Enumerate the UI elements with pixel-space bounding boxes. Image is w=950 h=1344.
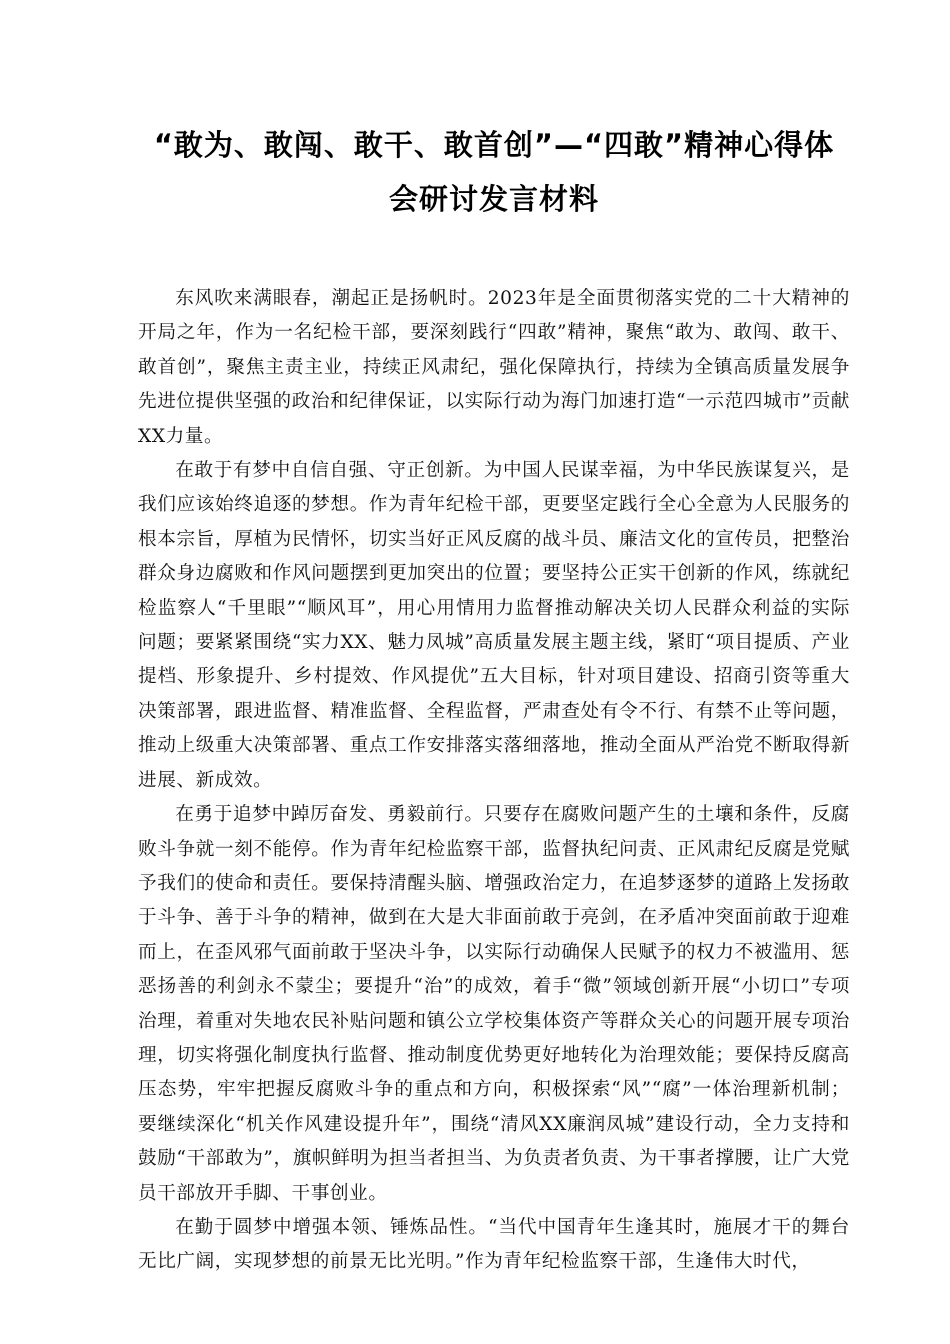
paragraph-pursue-dream: 在勇于追梦中踔厉奋发、勇毅前行。只要存在腐败问题产生的土壤和条件，反腐败斗争就一刻不能停。作为青年纪检监察干部，监督执纪问责、正风肃纪反腐是党赋予我们的使命和责任。要保持清醒头脑、增强政治定力，在追梦逐梦的道路上发扬敢于斗争、善于斗争的精神，做到在大是大非面前敢于亮剑，在矛盾冲突面前敢于迎难而上，在歪风邪气面前敢于坚决斗争，以实际行动确保人民赋予的权力不被滥用、惩恶扬善的利剑永不蒙尘；要提升“治”的成效，着手“微”领域创新开展“小切口”专项治理，着重对失地农民补贴问题和镇公立学校集体资产等群众关心的问题开展专项治理，切实将强化制度执行监督、推动制度优势更好地转化为治理效能；要保持反腐高压态势，牢牢把握反腐败斗争的重点和方向，积极探索“风”“腐”一体治理新机制；要继续深化“机关作风建设提升年”，围绕“清风XX廉润凤城”建设行动，全力支持和鼓励“干部敢为”，旗帜鲜明为担当者担当、为负责者负责、为干事者撑腰，让广大党员干部放开手脚、干事创业。 [138,804,850,1204]
document-title [138,118,850,226]
title-line-2: 会研讨发言材料 [388,182,599,216]
paragraph-fulfill-dream: 在勤于圆梦中增强本领、锤炼品性。“当代中国青年生逢其时，施展才干的舞台无比广阔，实现梦想的前景无比光明。”作为青年纪检监察干部，生逢伟大时代， [138,1216,850,1273]
document-page [138,118,850,1280]
paragraph-intro: 东风吹来满眼春，潮起正是扬帆时。2023年是全面贯彻落实党的二十大精神的开局之年，作为一名纪检干部，要深刻践行“四敢”精神，聚焦“敢为、敢闯、敢干、敢首创”，聚焦主责主业，持续正风肃纪，强化保障执行，持续为全镇高质量发展争先进位提供坚强的政治和纪律保证，以实际行动为海门加速打造“一示范四城市”贡献XX力量。 [138,288,850,447]
title-line-1: “敢为、敢闯、敢干、敢首创”—“四敢”精神心得体 [153,128,835,162]
paragraph-dare-to-dream: 在敢于有梦中自信自强、守正创新。为中国人民谋幸福，为中华民族谋复兴，是我们应该始终追逐的梦想。作为青年纪检干部，更要坚定践行全心全意为人民服务的根本宗旨，厚植为民情怀，切实当好正风反腐的战斗员、廉洁文化的宣传员，把整治群众身边腐败和作风问题摆到更加突出的位置；要坚持公正实干创新的作风，练就纪检监察人“千里眼”“顺风耳”，用心用情用力监督推动解决关切人民群众利益的实际问题；要紧紧围绕“实力XX、魅力凤城”高质量发展主题主线，紧盯“项目提质、产业提档、形象提升、乡村提效、作风提优”五大目标，针对项目建设、招商引资等重大决策部署，跟进监督、精准监督、全程监督，严肃查处有令不行、有禁不止等问题，推动上级重大决策部署、重点工作安排落实落细落地，推动全面从严治党不断取得新进展、新成效。 [138,460,850,791]
document-body [138,282,850,1280]
